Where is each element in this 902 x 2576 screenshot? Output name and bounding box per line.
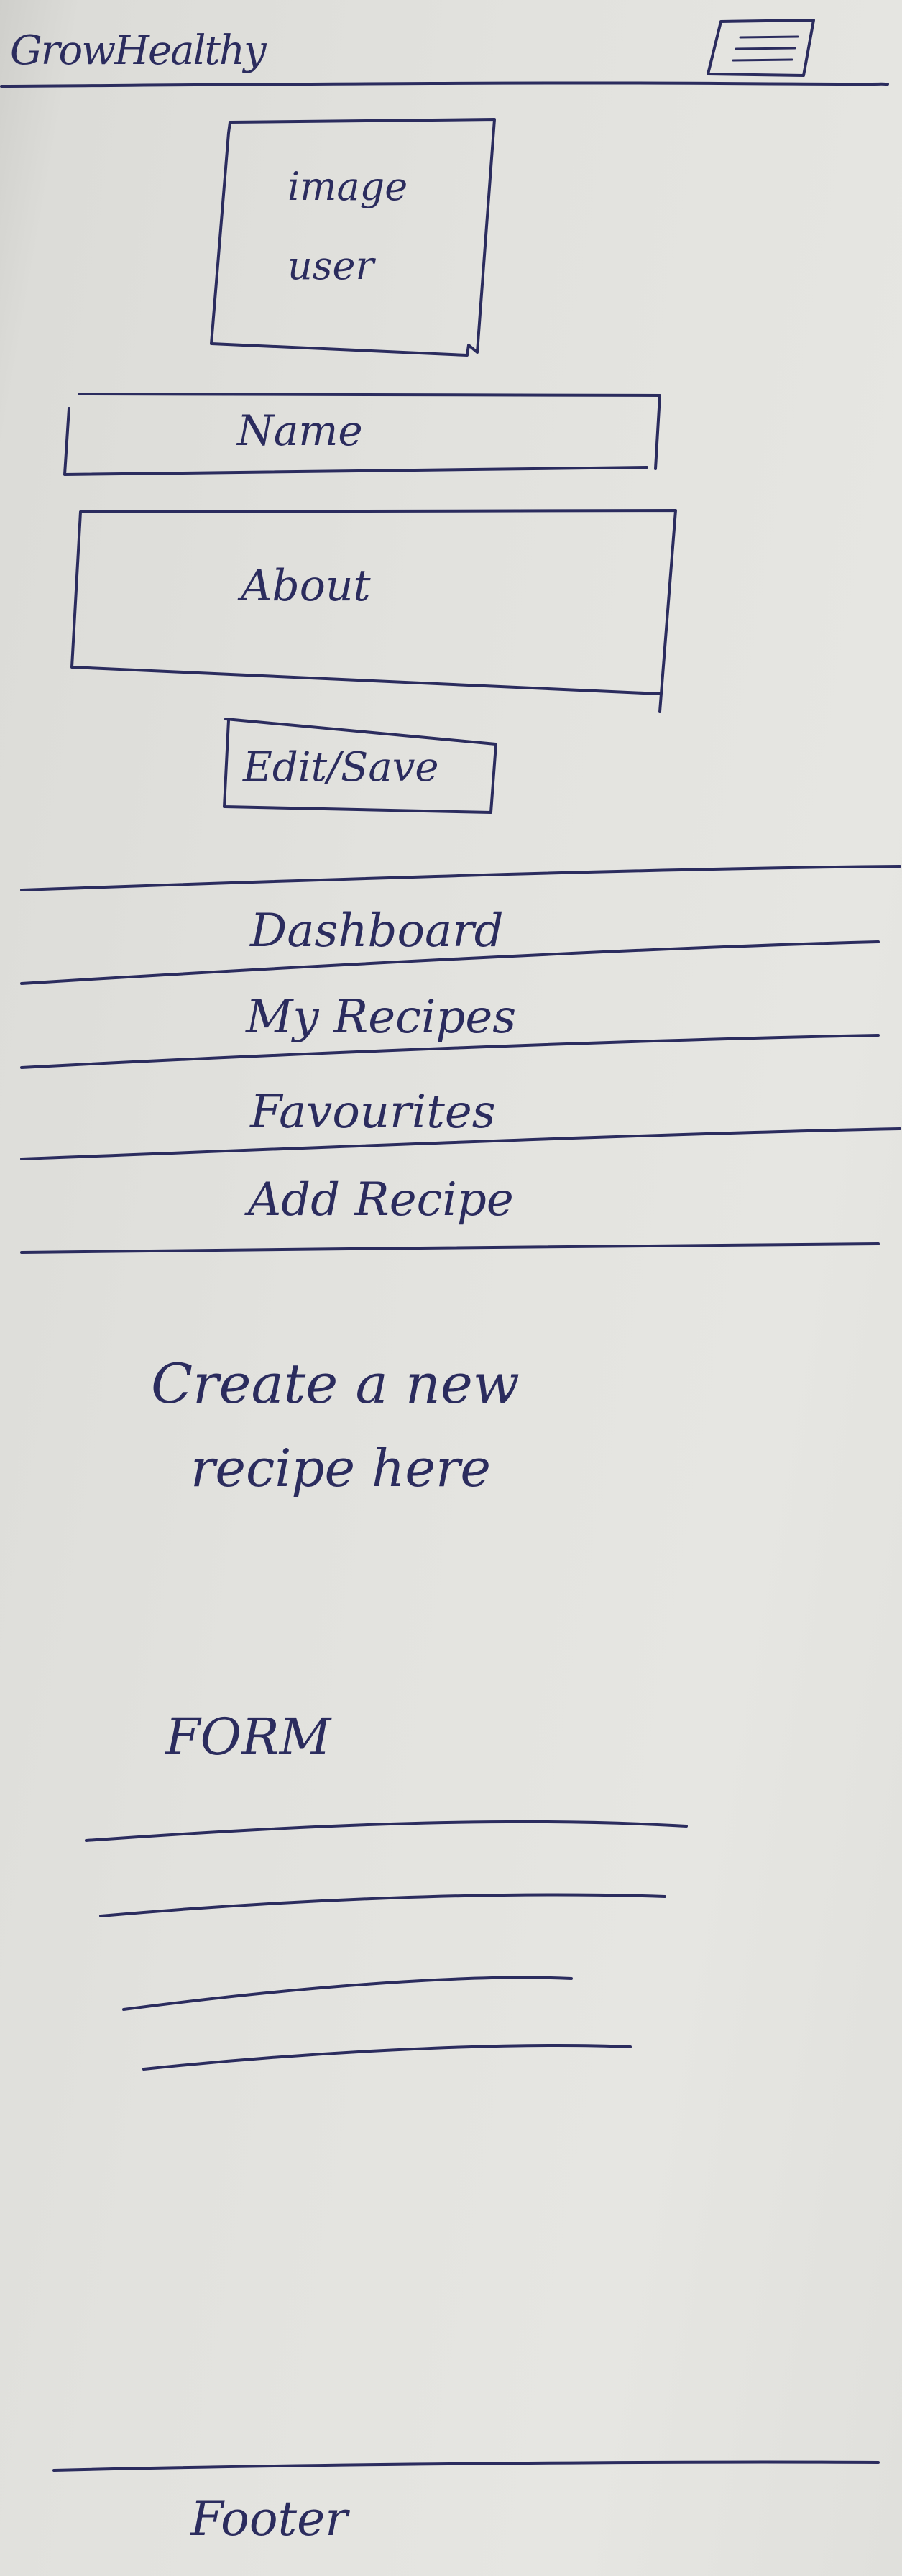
form-field-line-1 bbox=[86, 1822, 686, 1841]
hamburger-menu-icon[interactable] bbox=[708, 20, 814, 75]
user-image-label-2: user bbox=[287, 243, 374, 288]
nav-item-my-recipes[interactable]: My Recipes bbox=[246, 991, 517, 1044]
nav-item-favourites[interactable]: Favourites bbox=[250, 1086, 496, 1139]
about-field[interactable]: About bbox=[241, 561, 371, 611]
footer-label: Footer bbox=[190, 2491, 348, 2547]
nav-item-dashboard[interactable]: Dashboard bbox=[250, 904, 504, 958]
form-field-line-3 bbox=[124, 1978, 571, 2009]
header-divider bbox=[1, 83, 888, 86]
nav-divider-4 bbox=[22, 1244, 878, 1252]
nav-divider-top bbox=[22, 866, 900, 890]
form-field-line-2 bbox=[101, 1895, 665, 1916]
intro-text-line-2: recipe here bbox=[190, 1438, 491, 1498]
name-field[interactable]: Name bbox=[237, 406, 363, 455]
about-field-box bbox=[72, 510, 676, 712]
user-image-box bbox=[211, 119, 494, 355]
edit-save-button[interactable]: Edit/Save bbox=[243, 744, 439, 791]
nav-item-add-recipe[interactable]: Add Recipe bbox=[248, 1173, 514, 1227]
user-image-label: image bbox=[287, 164, 408, 209]
form-label: FORM bbox=[165, 1708, 331, 1766]
brand-logo[interactable]: GrowHealthy bbox=[10, 27, 265, 74]
footer-divider bbox=[54, 2462, 878, 2470]
intro-text-line-1: Create a new bbox=[151, 1352, 520, 1416]
form-field-line-4 bbox=[144, 2045, 630, 2069]
